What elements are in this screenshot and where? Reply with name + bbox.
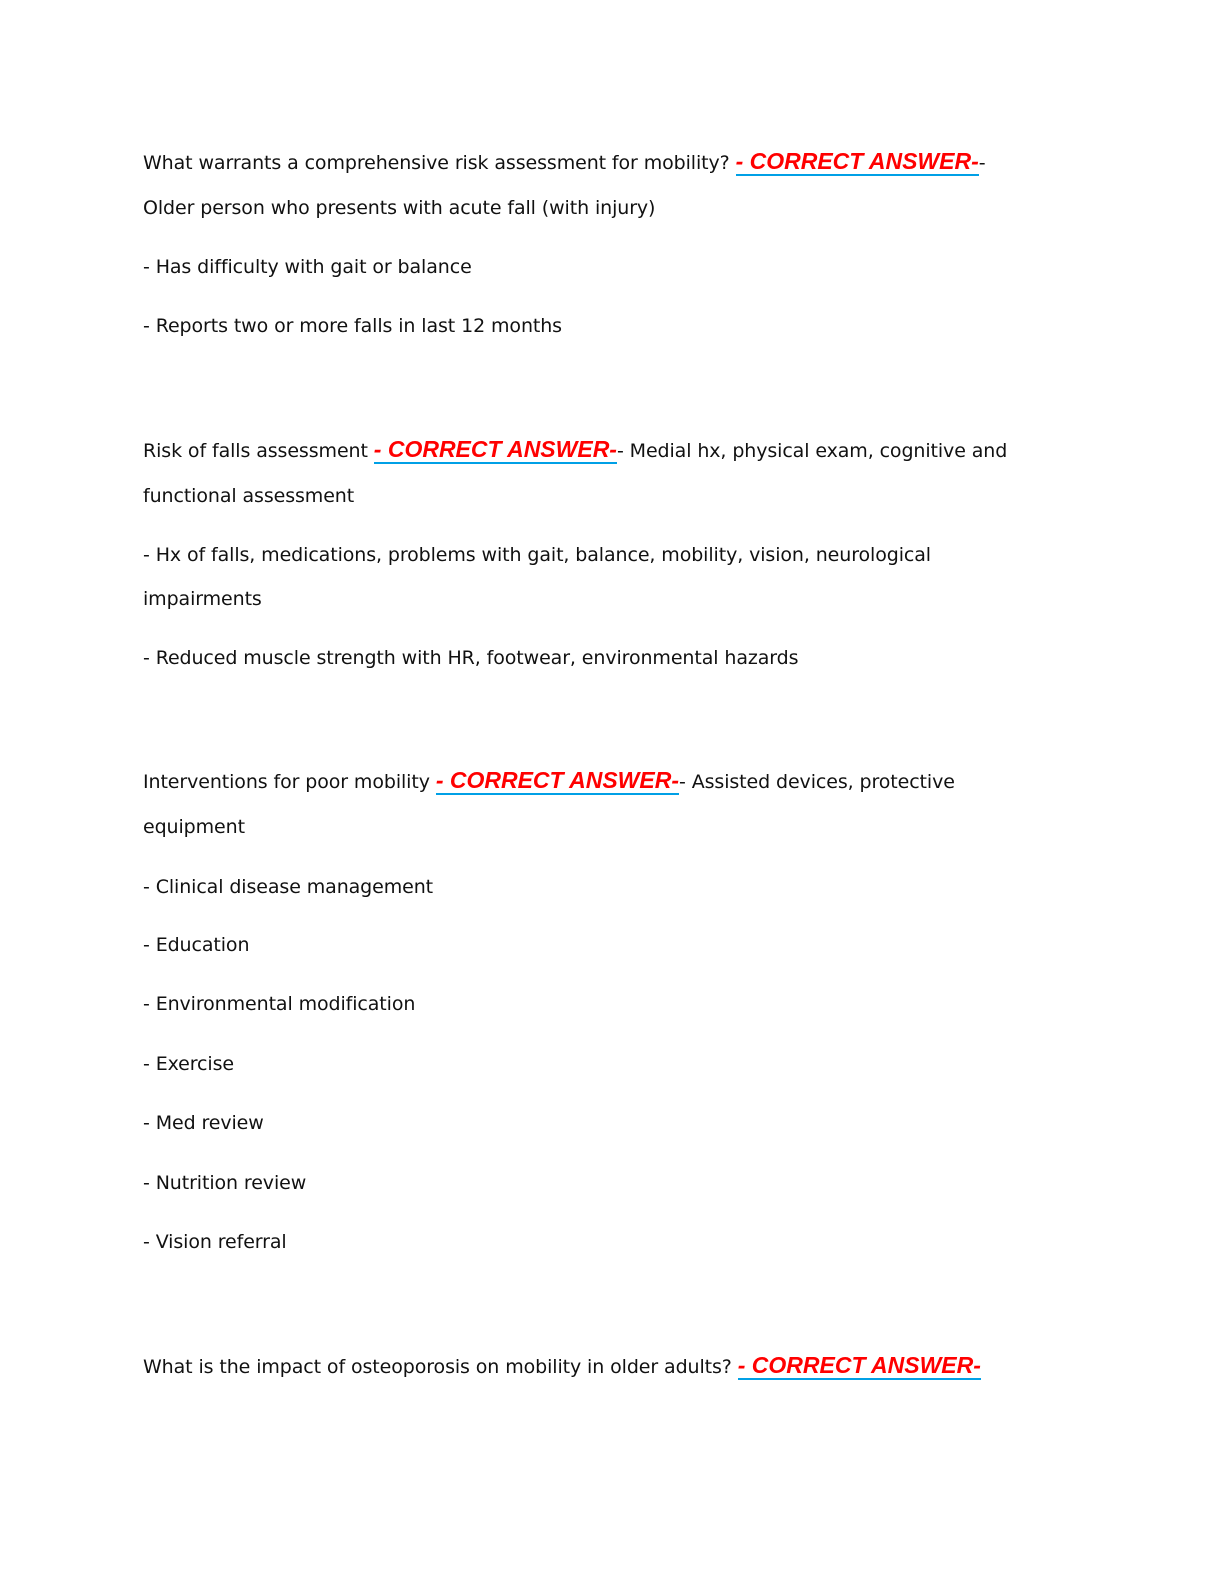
answer-text: - Medial hx, physical exam, cognitive and: [616, 440, 1008, 462]
list-item: - Reports two or more falls in last 12 months: [143, 315, 562, 337]
question-text: Risk of falls assessment: [143, 440, 368, 462]
question-line: [143, 1352, 981, 1380]
list-item: - Reduced muscle strength with HR, footwear, environmental hazards: [143, 647, 799, 669]
list-item: - Hx of falls, medications, problems with gait, balance, mobility, vision, neurological: [143, 544, 931, 566]
correct-answer-tag: - CORRECT ANSWER-: [735, 148, 979, 174]
question-text: Interventions for poor mobility: [143, 771, 430, 793]
correct-answer-tag: - CORRECT ANSWER-: [435, 767, 679, 793]
list-item: - Med review: [143, 1112, 264, 1134]
correct-answer-tag: - CORRECT ANSWER-: [737, 1352, 981, 1378]
question-line: [143, 767, 955, 795]
list-item-continuation: impairments: [143, 588, 262, 610]
list-item: - Education: [143, 934, 250, 956]
question-text: What is the impact of osteoporosis on mobility in older adults?: [143, 1356, 732, 1378]
answer-continuation: Older person who presents with acute fall (with injury): [143, 197, 656, 219]
answer-continuation: functional assessment: [143, 485, 355, 507]
answer-continuation: equipment: [143, 816, 245, 838]
list-item: - Vision referral: [143, 1231, 287, 1253]
question-line: [143, 148, 986, 176]
answer-text: -: [978, 152, 986, 174]
list-item: - Has difficulty with gait or balance: [143, 256, 472, 278]
list-item: - Clinical disease management: [143, 876, 434, 898]
question-line: [143, 436, 1007, 464]
question-text: What warrants a comprehensive risk assessment for mobility?: [143, 152, 730, 174]
list-item: - Nutrition review: [143, 1172, 307, 1194]
list-item: - Exercise: [143, 1053, 234, 1075]
correct-answer-tag: - CORRECT ANSWER-: [373, 436, 617, 462]
list-item: - Environmental modification: [143, 993, 416, 1015]
answer-text: - Assisted devices, protective: [679, 771, 955, 793]
